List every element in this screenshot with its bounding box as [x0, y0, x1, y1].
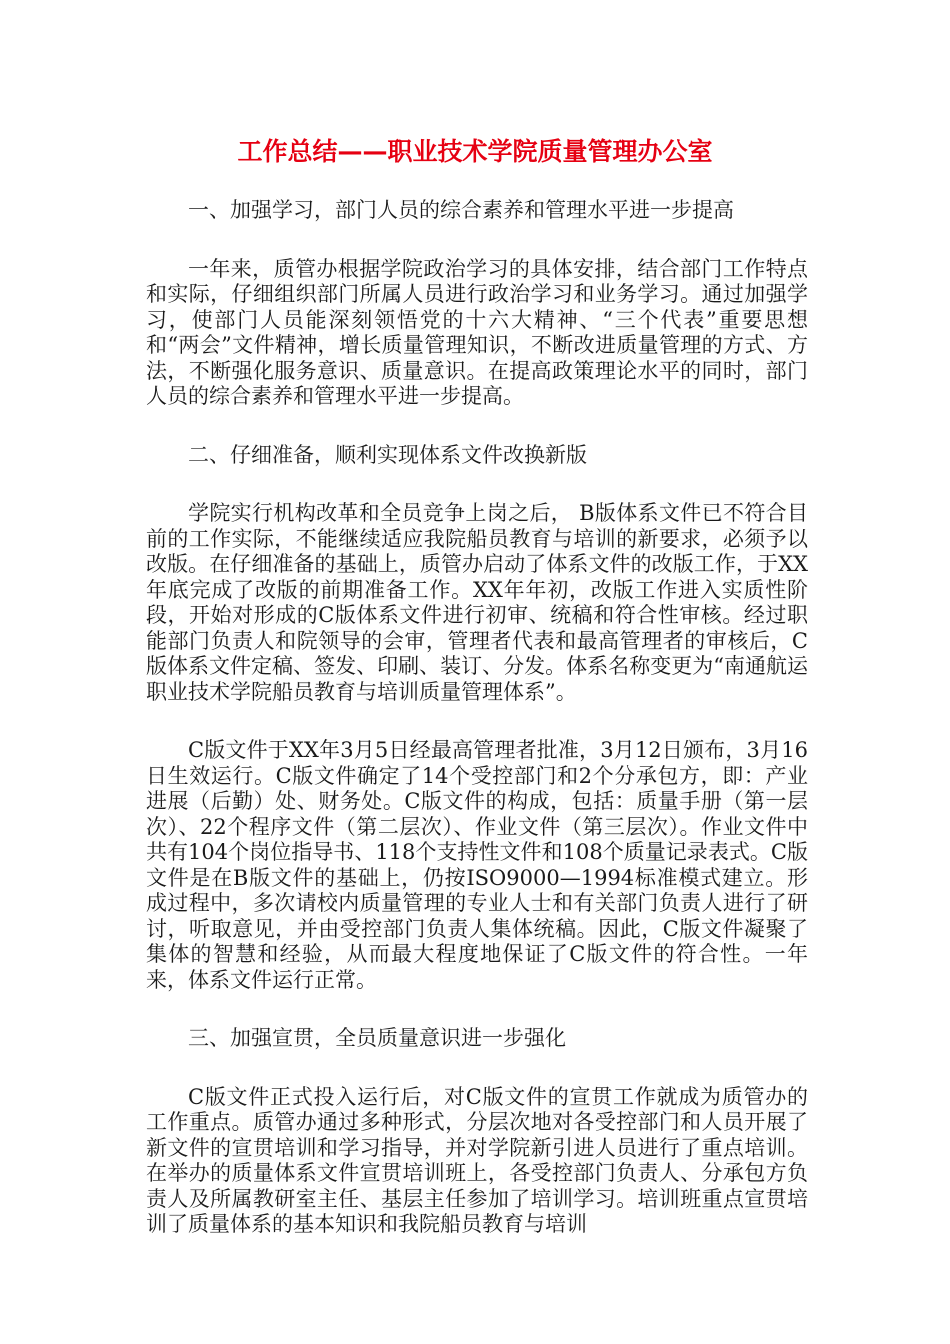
- section-1-paragraph-1: 一年来，质管办根据学院政治学习的具体安排，结合部门工作特点和实际，仔细组织部门所属人员进行政治学习和业务学习。通过加强学习，使部门人员能深刻领悟党的十六大精神、“三个代表”重要思想和“两会”文件精神，增长质量管理知识，不断改进质量管理的方式、方法，不断强化服务意识、质量意识。在提高政策理论水平的同时，部门人员的综合素养和管理水平进一步提高。: [146, 256, 808, 408]
- document-title: 工作总结——职业技术学院质量管理办公室: [237, 137, 713, 166]
- section-heading-2: 二、仔细准备，顺利实现体系文件改换新版: [188, 442, 587, 467]
- section-heading-1: 一、加强学习，部门人员的综合素养和管理水平进一步提高: [188, 198, 734, 222]
- section-heading-3: 三、加强宣贯，全员质量意识进一步强化: [188, 1026, 566, 1050]
- section-3-paragraph-1: C版文件正式投入运行后，对C版文件的宣贯工作就成为质管办的工作重点。质管办通过多种形式，分层次地对各受控部门和人员开展了新文件的宣贯培训和学习指导，并对学院新引进人员进行了重点培训。在举办的质量体系文件宣贯培训班上，各受控部门负责人、分承包方负责人及所属教研室主任、基层主任参加了培训学习。培训班重点宣贯培训了质量体系的基本知识和我院船员教育与培训: [146, 1084, 808, 1236]
- section-2-paragraph-1: 学院实行机构改革和全员竞争上岗之后， B版体系文件已不符合目前的工作实际，不能继续适应我院船员教育与培训的新要求，必须予以改版。在仔细准备的基础上，质管办启动了体系文件的改版工作，于XX年底完成了改版的前期准备工作。XX年年初，改版工作进入实质性阶段，开始对形成的C版体系文件进行初审、统稿和符合性审核。经过职能部门负责人和院领导的会审，管理者代表和最高管理者的审核后，C版体系文件定稿、签发、印刷、装订、分发。体系名称变更为“南通航运职业技术学院船员教育与培训质量管理体系”。: [146, 501, 808, 704]
- section-2-paragraph-2: C版文件于XX年3月5日经最高管理者批准，3月12日颁布，3月16日生效运行。C版文件确定了14个受控部门和2个分承包方，即：产业进展（后勤）处、财务处。C版文件的构成，包括：质量手册（第一层次）、22个程序文件（第二层次）、作业文件（第三层次）。作业文件中共有104个岗位指导书、118个支持性文件和108个质量记录表式。C版文件是在B版文件的基础上，仍按ISO9000—1994标准模式建立。形成过程中，多次请校内质量管理的专业人士和有关部门负责人进行了研讨，听取意见，并由受控部门负责人集体统稿。因此，C版文件凝聚了集体的智慧和经验，从而最大程度地保证了C版文件的符合性。一年来，体系文件运行正常。: [146, 738, 808, 992]
- document-body: [146, 198, 808, 1271]
